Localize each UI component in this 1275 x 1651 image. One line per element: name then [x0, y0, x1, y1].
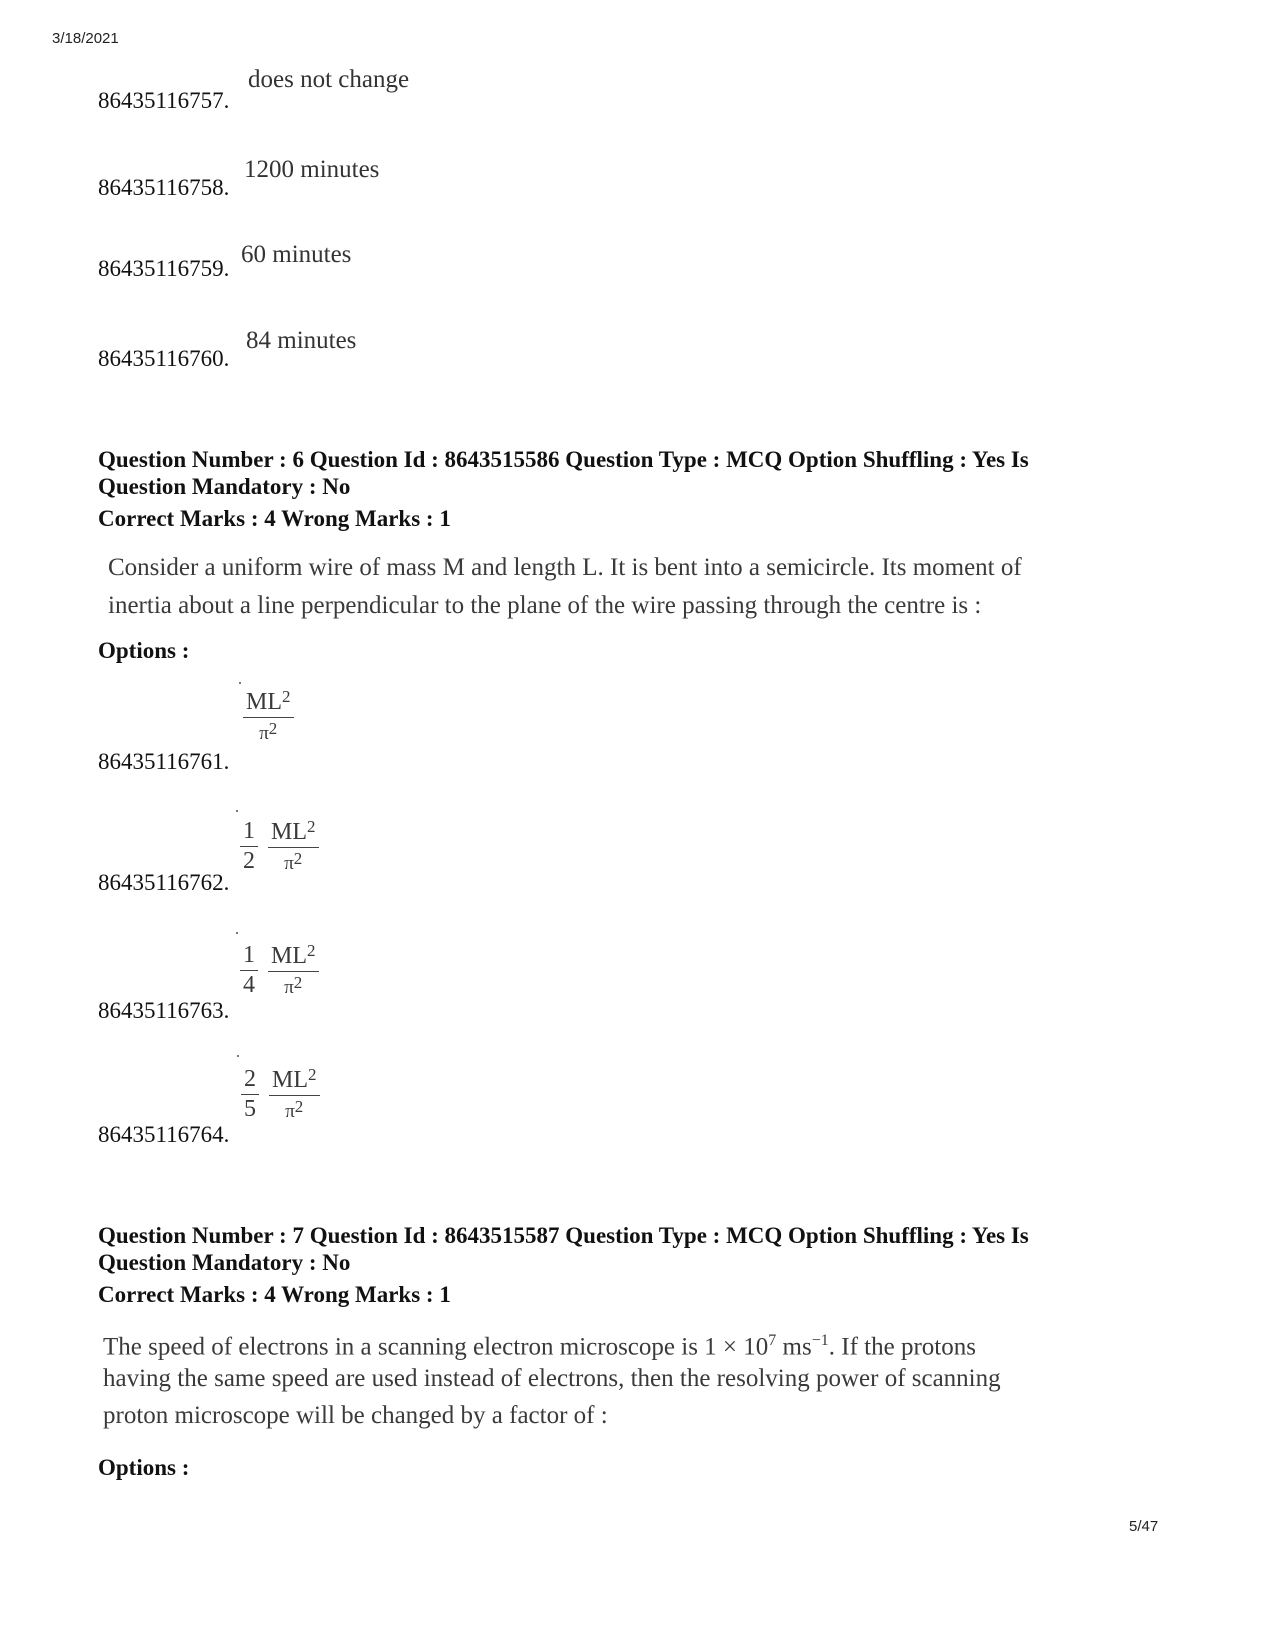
fraction: $\frac{ML^2}{\pi^2}$ [243, 688, 294, 743]
option-text: 1200 minutes [244, 156, 380, 183]
question-mandatory: Question Mandatory : No [98, 474, 351, 499]
formula-ml2-over-pi2 [243, 688, 294, 743]
option-id: 86435116758. [98, 175, 230, 200]
fraction: $\frac{ML^2}{\pi^2}$ [268, 942, 319, 997]
question-meta: Question Number : 6 Question Id : 8643515586 Question Type : MCQ Option Shuffling : Yes Is [98, 447, 1029, 472]
option-id: 86435116764. [98, 1122, 230, 1147]
question-text-line: The speed of electrons in a scanning electron microscope is $1 \times 10^7$ $ms^{-1}$. If the protons [103, 1332, 976, 1361]
coefficient-fraction: $\frac{2}{5}$ [241, 1067, 259, 1121]
print-date: 3/18/2021 [52, 30, 119, 47]
formula-half-ml2-over-pi2 [240, 818, 319, 873]
option-id: 86435116762. [98, 870, 230, 895]
option-text: does not change [248, 66, 410, 93]
fraction: $\frac{ML^2}{\pi^2}$ [269, 1066, 320, 1121]
page-number: 5/47 [1129, 1518, 1159, 1535]
option-id: 86435116761. [98, 749, 230, 774]
option-id: 86435116757. [98, 88, 230, 113]
question-text-line: inertia about a line perpendicular to the plane of the wire passing through the centre is : [108, 592, 982, 619]
option-id: 86435116763. [98, 998, 230, 1023]
formula-two-fifths-ml2-over-pi2 [241, 1066, 320, 1121]
question-marks: Correct Marks : 4 Wrong Marks : 1 [98, 506, 451, 531]
option-text: 84 minutes [246, 327, 357, 354]
question-text-line: proton microscope will be changed by a factor of : [103, 1402, 608, 1429]
options-label: Options : [98, 638, 190, 663]
coefficient-fraction: $\frac{1}{2}$ [240, 819, 258, 873]
option-id: 86435116759. [98, 256, 230, 281]
question-marks: Correct Marks : 4 Wrong Marks : 1 [98, 1282, 451, 1307]
coefficient-fraction: $\frac{1}{4}$ [240, 943, 258, 997]
option-text: 60 minutes [241, 241, 352, 268]
question-text-line: Consider a uniform wire of mass M and length L. It is bent into a semicircle. Its moment of [108, 554, 1022, 581]
question-mandatory: Question Mandatory : No [98, 1250, 351, 1275]
option-id: 86435116760. [98, 346, 230, 371]
question-text-line: having the same speed are used instead of electrons, then the resolving power of scanning [103, 1365, 1001, 1392]
fraction: $\frac{ML^2}{\pi^2}$ [268, 818, 319, 873]
formula-quarter-ml2-over-pi2 [240, 942, 319, 997]
question-meta: Question Number : 7 Question Id : 8643515587 Question Type : MCQ Option Shuffling : Yes Is [98, 1223, 1029, 1248]
options-label: Options : [98, 1455, 190, 1480]
